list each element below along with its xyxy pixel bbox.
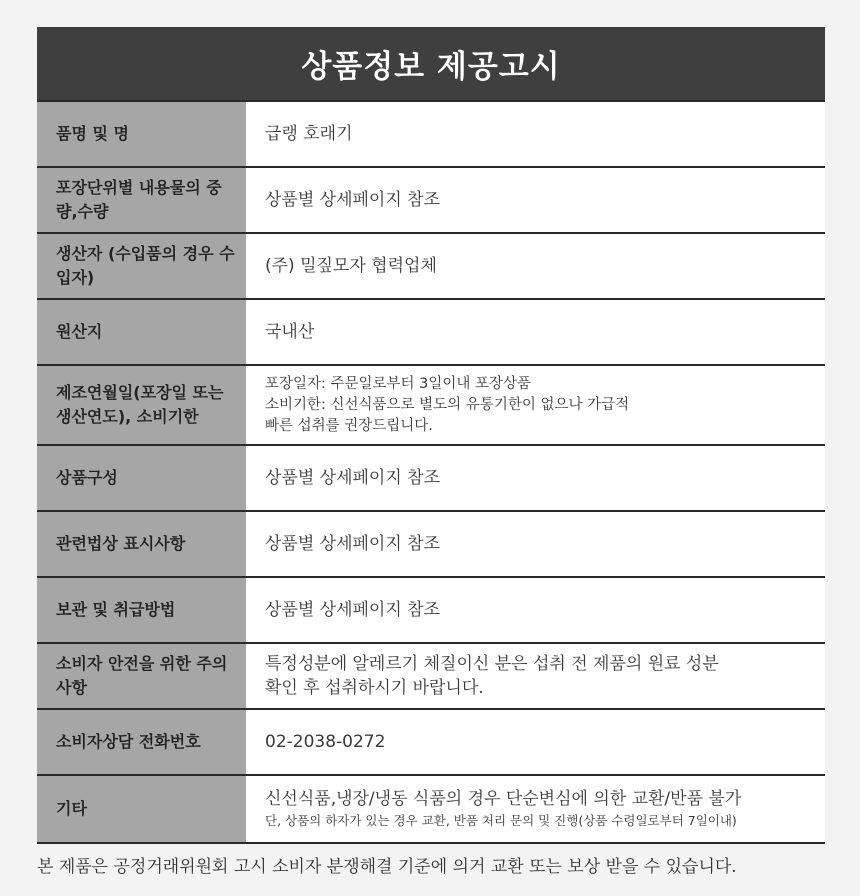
value-line: 포장일자: 주문일로부터 3일이내 포장상품 — [265, 375, 532, 392]
table-row — [37, 578, 825, 644]
row-label: 관련법상 표시사항 — [37, 512, 246, 576]
value-line: (주) 밀짚모자 협력업체 — [265, 256, 437, 276]
product-info-notice — [37, 27, 825, 844]
row-value — [246, 234, 825, 298]
value-line: 상품별 상세페이지 참조 — [265, 534, 441, 554]
page-title: 상품정보 제공고시 — [37, 27, 825, 100]
row-label: 보관 및 취급방법 — [37, 578, 246, 642]
table-row — [37, 366, 825, 446]
table-row — [37, 710, 825, 776]
table-row — [37, 300, 825, 366]
table-row — [37, 644, 825, 710]
row-value — [246, 168, 825, 232]
value-line: 소비기한: 신선식품으로 별도의 유통기한이 없으나 가급적 — [265, 396, 630, 413]
footer-note: 본 제품은 공정거래위원회 고시 소비자 분쟁해결 기준에 의거 교환 또는 보상 받을 수 있습니다. — [37, 857, 737, 877]
row-label: 상품구성 — [37, 446, 246, 510]
row-label: 소비자 안전을 위한 주의사항 — [37, 644, 246, 708]
row-value — [246, 776, 825, 842]
phone-number: 02-2038-0272 — [265, 732, 386, 752]
row-label: 품명 및 명 — [37, 102, 246, 166]
value-line: 특정성분에 알레르기 체질이신 분은 섭취 전 제품의 원료 성분 — [265, 654, 719, 674]
row-value — [246, 512, 825, 576]
value-line: 상품별 상세페이지 참조 — [265, 190, 441, 210]
value-line: 신선식품,냉장/냉동 식품의 경우 단순변심에 의한 교환/반품 불가 — [265, 789, 742, 809]
table-row — [37, 234, 825, 300]
row-label: 포장단위별 내용물의 중량,수량 — [37, 168, 246, 232]
value-line: 빠른 섭취를 권장드립니다. — [265, 417, 433, 434]
row-label: 소비자상담 전화번호 — [37, 710, 246, 774]
row-value — [246, 578, 825, 642]
row-label: 원산지 — [37, 300, 246, 364]
value-line: 단, 상품의 하자가 있는 경우 교환, 반품 처리 문의 및 진행(상품 수령일로부터 7일이내) — [265, 813, 737, 828]
table-row — [37, 446, 825, 512]
table-row — [37, 512, 825, 578]
value-line: 국내산 — [265, 322, 315, 342]
table-row — [37, 776, 825, 844]
value-line: 상품별 상세페이지 참조 — [265, 468, 441, 488]
row-value — [246, 644, 825, 708]
table-row — [37, 168, 825, 234]
row-label: 기타 — [37, 776, 246, 842]
value-line: 급랭 호래기 — [265, 124, 353, 144]
row-label: 생산자 (수입품의 경우 수입자) — [37, 234, 246, 298]
row-value — [246, 366, 825, 444]
row-value — [246, 102, 825, 166]
table-row — [37, 102, 825, 168]
row-label: 제조연월일(포장일 또는 생산연도), 소비기한 — [37, 366, 246, 444]
row-value — [246, 300, 825, 364]
row-value — [246, 710, 825, 774]
value-line: 상품별 상세페이지 참조 — [265, 600, 441, 620]
row-value — [246, 446, 825, 510]
info-table — [37, 100, 825, 844]
value-line: 확인 후 섭취하시기 바랍니다. — [265, 678, 484, 698]
